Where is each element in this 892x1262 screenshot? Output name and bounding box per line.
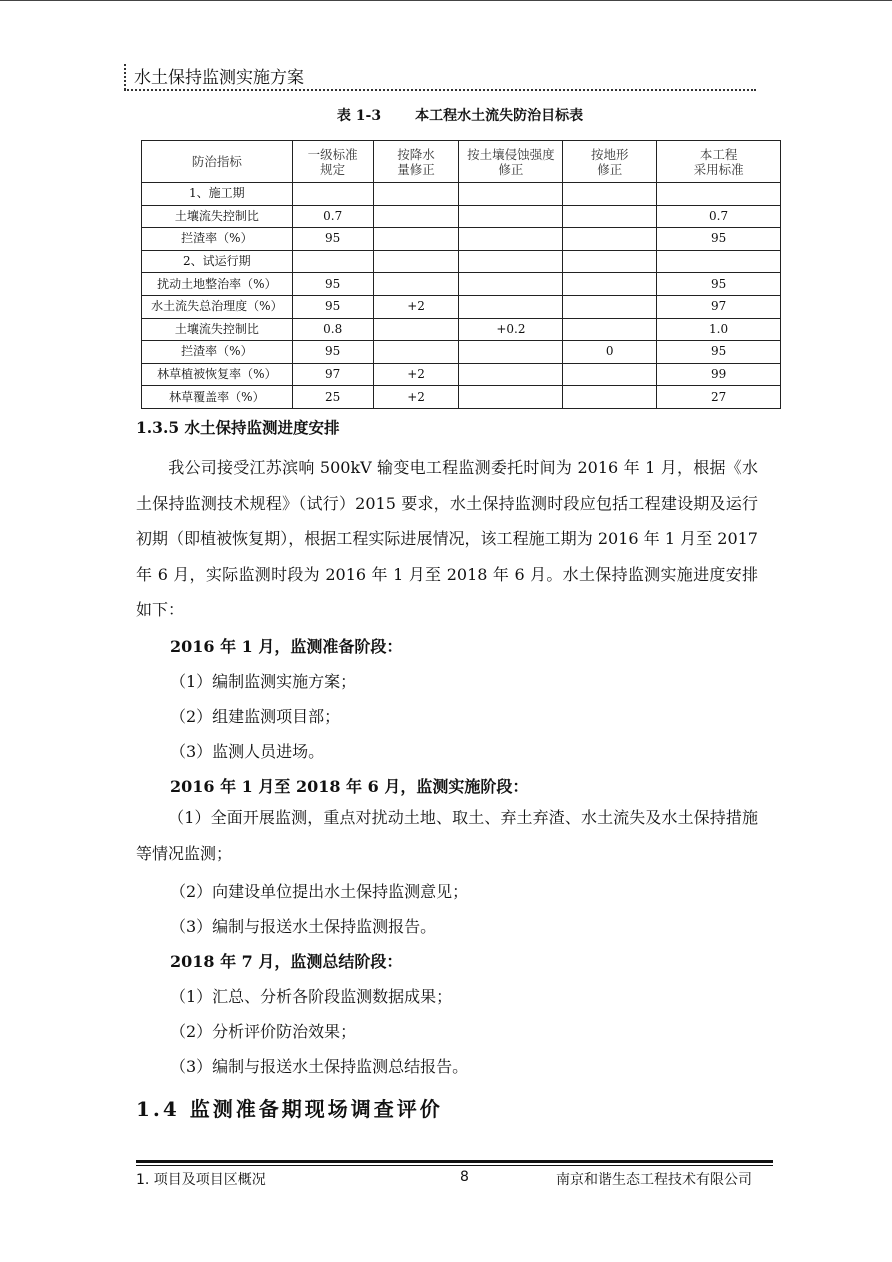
footer-thick-rule (136, 1160, 773, 1163)
table-row (142, 341, 781, 364)
value-cell (563, 250, 657, 273)
list-item: （1）汇总、分析各阶段监测数据成果； (170, 987, 453, 1006)
table-row (142, 250, 781, 273)
value-cell (563, 228, 657, 251)
stage2-title: 2016 年 1 月至 2018 年 6 月，监测实施阶段： (170, 777, 529, 796)
footer-company: 南京和谐生态工程技术有限公司 (556, 1172, 752, 1188)
column-header (292, 141, 373, 183)
row-label-cell: 扰动土地整治率（%） (142, 273, 293, 296)
list-item: （1）编制监测实施方案； (170, 672, 357, 691)
value-cell (459, 250, 563, 273)
stage2-item-paragraph (136, 800, 758, 871)
value-cell: 27 (657, 386, 781, 409)
column-header-text: 采用标准 (693, 161, 744, 177)
value-cell (563, 295, 657, 318)
value-cell (459, 228, 563, 251)
value-cell (459, 205, 563, 228)
table-row (142, 295, 781, 318)
value-cell (373, 273, 459, 296)
table-header-row (142, 141, 781, 183)
table-row (142, 386, 781, 409)
list-item: （3）监测人员进场。 (170, 742, 325, 761)
column-header-text: 修正 (498, 161, 524, 177)
value-cell: 95 (292, 228, 373, 251)
table-caption-label: 表 1-3 (336, 108, 382, 124)
list-item: （3）编制与报送水土保持监测报告。 (170, 917, 437, 936)
value-cell: +2 (373, 295, 459, 318)
value-cell: 0.8 (292, 318, 373, 341)
section-heading: 1.3.5 水土保持监测进度安排 (136, 418, 340, 437)
value-cell (459, 183, 563, 206)
table-caption-title: 本工程水土流失防治目标表 (415, 108, 584, 124)
row-label-cell: 2、试运行期 (142, 250, 293, 273)
value-cell (373, 205, 459, 228)
list-item: （3）编制与报送水土保持监测总结报告。 (170, 1057, 469, 1076)
column-header (563, 141, 657, 183)
value-cell: 95 (657, 273, 781, 296)
value-cell (373, 228, 459, 251)
column-header-text: 规定 (320, 161, 346, 177)
running-header-title: 水土保持监测实施方案 (134, 68, 304, 88)
row-label-cell: 拦渣率（%） (142, 228, 293, 251)
value-cell: 0.7 (292, 205, 373, 228)
value-cell (657, 250, 781, 273)
table-row (142, 363, 781, 386)
table-row (142, 205, 781, 228)
row-label-cell: 拦渣率（%） (142, 341, 293, 364)
value-cell (292, 250, 373, 273)
row-label-cell: 林草覆盖率（%） (142, 386, 293, 409)
value-cell (459, 295, 563, 318)
value-cell: 95 (292, 341, 373, 364)
column-header (657, 141, 781, 183)
intro-paragraph (136, 450, 758, 628)
column-header (459, 141, 563, 183)
footer-chapter: 1. 项目及项目区概况 (136, 1172, 266, 1188)
value-cell: +2 (373, 363, 459, 386)
column-header-text: 一级标准 (307, 146, 358, 162)
column-header (142, 141, 293, 183)
value-cell (563, 183, 657, 206)
value-cell (459, 386, 563, 409)
row-label-cell: 土壤流失控制比 (142, 318, 293, 341)
header-dotted-rule (124, 89, 756, 91)
value-cell (563, 318, 657, 341)
value-cell: 0 (563, 341, 657, 364)
table-row (142, 183, 781, 206)
value-cell: +2 (373, 386, 459, 409)
table-row (142, 228, 781, 251)
column-header-text: 按地形 (590, 146, 629, 162)
table-row (142, 318, 781, 341)
value-cell (563, 205, 657, 228)
page-top-border (0, 0, 892, 1)
prevention-target-table (141, 140, 781, 409)
column-header-text: 修正 (597, 161, 623, 177)
value-cell (563, 363, 657, 386)
list-item: （1）全面开展监测，重点对扰动土地、取土、弃土弃渣、水土流失及水土保持措施等情况监测； (136, 808, 758, 863)
table-row (142, 273, 781, 296)
value-cell (373, 318, 459, 341)
column-header-text: 本工程 (699, 146, 738, 162)
table-caption (0, 105, 892, 125)
value-cell (373, 183, 459, 206)
value-cell (459, 363, 563, 386)
column-header-text: 按降水 (397, 146, 435, 162)
list-item: （2）向建设单位提出水土保持监测意见； (170, 882, 469, 901)
value-cell: 1.0 (657, 318, 781, 341)
value-cell: 25 (292, 386, 373, 409)
header-margin-mark (124, 64, 126, 90)
value-cell (657, 183, 781, 206)
next-section-heading: 1.4 监测准备期现场调查评价 (136, 1097, 443, 1121)
value-cell (563, 386, 657, 409)
list-item: （2）分析评价防治效果； (170, 1022, 357, 1041)
row-label-cell: 1、施工期 (142, 183, 293, 206)
footer-thin-rule (136, 1165, 773, 1166)
value-cell (373, 250, 459, 273)
value-cell: 0.7 (657, 205, 781, 228)
value-cell (373, 341, 459, 364)
value-cell: 99 (657, 363, 781, 386)
page-number: 8 (460, 1169, 469, 1185)
stage3-title: 2018 年 7 月，监测总结阶段： (170, 952, 403, 971)
value-cell: 95 (292, 295, 373, 318)
value-cell: 95 (657, 341, 781, 364)
row-label-cell: 林草植被恢复率（%） (142, 363, 293, 386)
value-cell (292, 183, 373, 206)
value-cell (563, 273, 657, 296)
value-cell: 95 (292, 273, 373, 296)
value-cell: +0.2 (459, 318, 563, 341)
value-cell (459, 273, 563, 296)
intro-text: 我公司接受江苏滨响 500kV 输变电工程监测委托时间为 2016 年 1 月，根据《水土保持监测技术规程》（试行）2015 要求，水土保持监测时段应包括工程建设期及运行初期（即植被恢复期），根据工程实际进展情况，该工程施工期为 2016 年 1 月至 2017 年 6 月，实际监测时段为 2016 年 1 月至 2018 年 6 月。水土保持监测实施进度安排如下： (136, 458, 758, 619)
value-cell: 95 (657, 228, 781, 251)
list-item: （2）组建监测项目部； (170, 707, 341, 726)
row-label-cell: 水土流失总治理度（%） (142, 295, 293, 318)
value-cell (459, 341, 563, 364)
value-cell: 97 (657, 295, 781, 318)
stage1-title: 2016 年 1 月，监测准备阶段： (170, 637, 403, 656)
column-header (373, 141, 459, 183)
value-cell: 97 (292, 363, 373, 386)
column-header-text: 防治指标 (191, 154, 242, 169)
row-label-cell: 土壤流失控制比 (142, 205, 293, 228)
column-header-text: 按土壤侵蚀强度 (467, 146, 555, 162)
column-header-text: 量修正 (397, 161, 435, 177)
